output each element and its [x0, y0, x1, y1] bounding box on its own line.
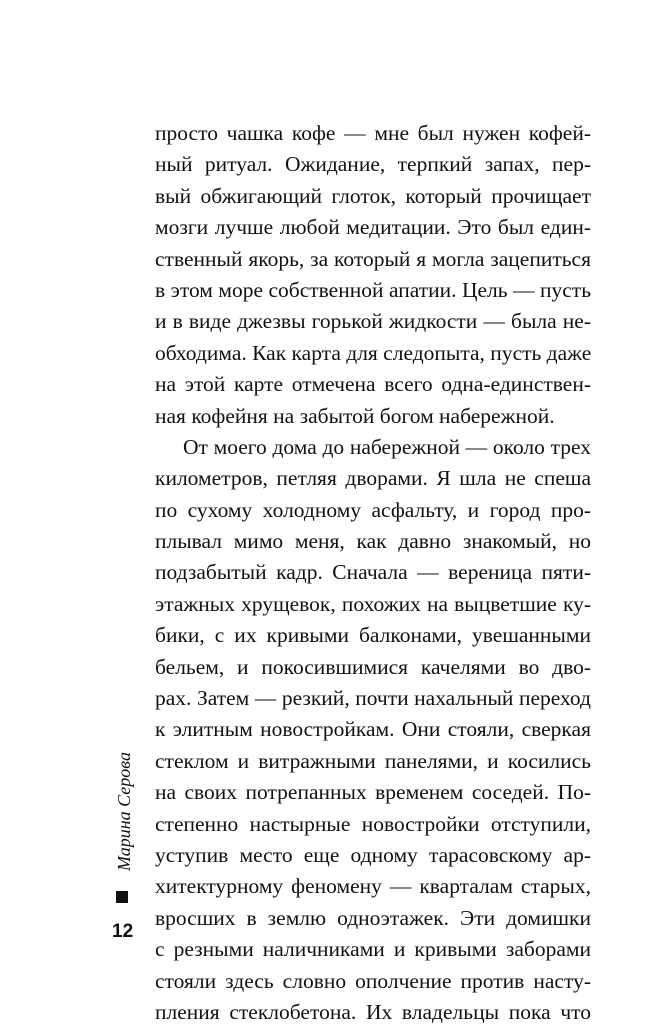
- text-line: бельем, и покосившимися качелями во дво-: [155, 654, 591, 679]
- running-head-author: Марина Серова: [114, 752, 134, 871]
- text-line: просто чашка кофе — мне был нужен кофей-: [155, 121, 591, 145]
- text-line: и в виде джезвы горькой жидкости — была не-: [155, 309, 591, 334]
- text-line: пления стеклобетона. Их владельцы пока что: [155, 999, 591, 1024]
- text-line: ственный якорь, за который я могла зацепиться: [155, 246, 591, 271]
- text-line: обходима. Как карта для следопыта, пусть даже: [155, 340, 592, 365]
- text-line: бики, с их кривыми балконами, увешанными: [155, 623, 591, 648]
- paragraph-2: [155, 432, 591, 1028]
- text-line: подзабытый кадр. Сначала — вереница пяти-: [155, 560, 591, 585]
- text-line: этажных хрущевок, похожих на выцветшие ку-: [155, 591, 591, 616]
- text-line: уступив место еще одному тарасовскому ар-: [155, 842, 591, 867]
- text-line: плывал мимо меня, как давно знакомый, но: [155, 529, 591, 554]
- page-number: 12: [112, 921, 134, 942]
- text-line: хитектурному феномену — кварталам старых,: [155, 874, 591, 899]
- text-line: степенно настырные новостройки отступили,: [155, 811, 591, 836]
- text-line: к элитным новостройкам. Они стояли, сверкая: [155, 717, 591, 742]
- text-line: вый обжигающий глоток, который прочищает: [155, 183, 591, 208]
- text-line: вросших в землю одноэтажек. Эти домишки: [155, 905, 591, 930]
- text-line: ная кофейня на забытой богом набережной.: [155, 403, 555, 428]
- text-line: мозги лучше любой медитации. Это был един-: [155, 215, 591, 240]
- text-line: по сухому холодному асфальту, и город про-: [155, 497, 591, 522]
- text-line: рах. Затем — резкий, почти нахальный переход: [155, 686, 591, 711]
- text-line: с резными наличниками и кривыми заборами: [155, 937, 591, 962]
- text-line: на этой карте отмечена всего одна-единствен-: [155, 372, 591, 397]
- text-line: стеклом и витражными панелями, и косились: [155, 748, 591, 773]
- page-marker-square: [116, 891, 128, 903]
- text-line: на своих потрепанных временем соседей. По-: [155, 780, 591, 805]
- body-text: [155, 118, 591, 1028]
- text-line: От моего дома до набережной — около трех: [183, 434, 591, 459]
- paragraph-1: [155, 118, 591, 432]
- text-line: ный ритуал. Ожидание, терпкий запах, пер-: [155, 152, 591, 177]
- text-line: километров, петляя дворами. Я шла не спеша: [155, 466, 591, 491]
- text-line: стояли здесь словно ополчение против насту-: [155, 968, 591, 993]
- text-line: в этом море собственной апатии. Цель — пусть: [155, 277, 591, 302]
